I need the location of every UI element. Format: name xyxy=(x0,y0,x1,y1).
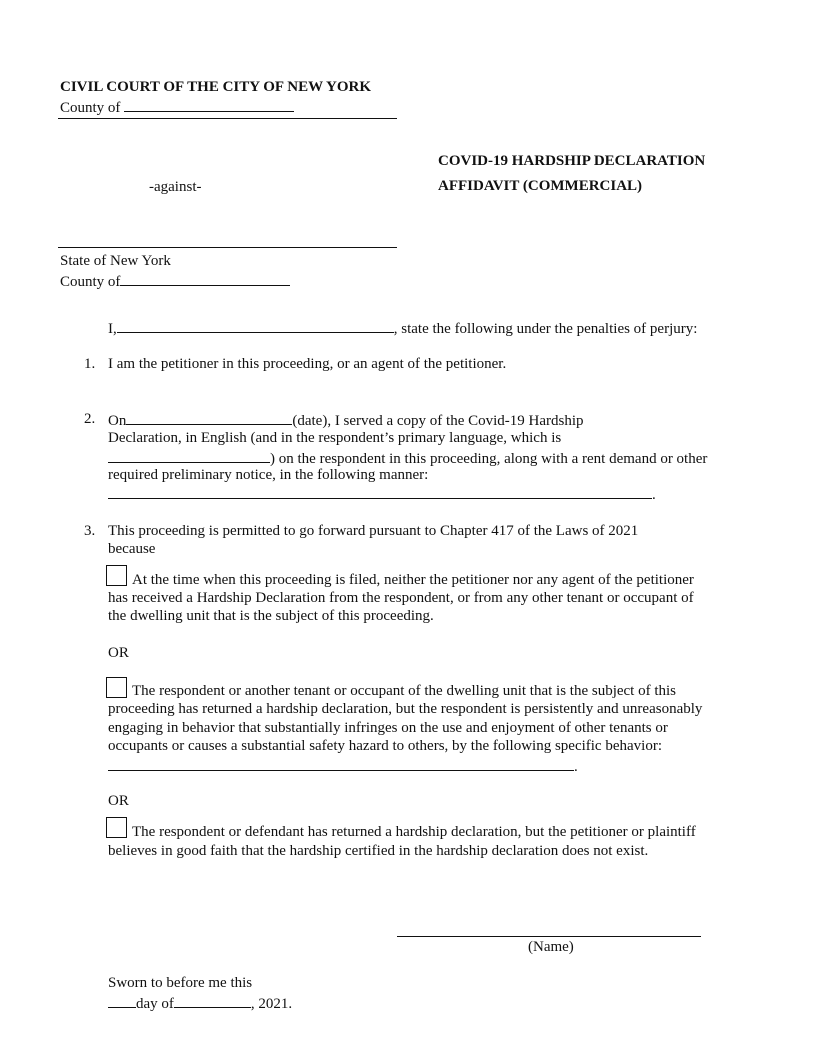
document-title-line1: COVID-19 HARDSHIP DECLARATION xyxy=(438,153,706,169)
item-2-line4: required preliminary notice, in the following manner: xyxy=(108,467,429,483)
venue-county-label: County of xyxy=(60,274,121,290)
affiant-name-blank[interactable] xyxy=(117,318,394,333)
option-a-line1: At the time when this proceeding is filed, neither the petitioner nor any agent of the petitioner xyxy=(132,572,694,588)
sworn-line2 xyxy=(108,993,292,1013)
intro-prefix: I, xyxy=(108,321,117,337)
caption-divider-top xyxy=(58,118,397,119)
behavior-end: . xyxy=(574,759,578,775)
court-county-label: County of xyxy=(60,100,121,116)
sworn-line1: Sworn to before me this xyxy=(108,975,253,991)
option-c-checkbox[interactable] xyxy=(106,817,127,838)
court-title: CIVIL COURT OF THE CITY OF NEW YORK xyxy=(60,79,372,95)
behavior-line xyxy=(108,756,578,776)
behavior-blank[interactable] xyxy=(108,756,574,771)
option-a-checkbox[interactable] xyxy=(106,565,127,586)
signature-name-label: (Name) xyxy=(528,939,574,955)
item-2-line2: Declaration, in English (and in the respondent’s primary language, which is xyxy=(108,430,562,446)
item-3-line1: This proceeding is permitted to go forward pursuant to Chapter 417 of the Laws of 2021 xyxy=(108,523,639,539)
option-a-line2: has received a Hardship Declaration from the respondent, or from any other tenant or occupant of xyxy=(108,590,694,606)
option-b-checkbox[interactable] xyxy=(106,677,127,698)
item-3-line2: because xyxy=(108,541,156,557)
item-2-line1 xyxy=(108,410,584,430)
against-label: -against- xyxy=(149,179,202,195)
option-b-line3: engaging in behavior that substantially infringes on the use and enjoyment of other tenants or xyxy=(108,720,668,736)
signature-line[interactable] xyxy=(397,936,701,937)
primary-language-blank[interactable] xyxy=(108,448,270,463)
item-2-line3 xyxy=(108,448,707,468)
venue-county xyxy=(60,271,290,291)
option-c-line2: believes in good faith that the hardship certified in the hardship declaration does not exist. xyxy=(108,843,649,859)
court-county xyxy=(60,97,294,117)
item-3-number: 3. xyxy=(84,523,96,539)
option-b-line2: proceeding has returned a hardship declaration, but the respondent is persistently and unreasonably xyxy=(108,701,703,717)
service-manner-end: . xyxy=(652,487,656,503)
intro-suffix: , state the following under the penalties of perjury: xyxy=(393,321,698,337)
option-a-line3: the dwelling unit that is the subject of this proceeding. xyxy=(108,608,434,624)
option-b-line4: occupants or causes a substantial safety hazard to others, by the following specific behavior: xyxy=(108,738,662,754)
sworn-day-blank[interactable] xyxy=(108,993,136,1008)
sworn-year: , 2021. xyxy=(250,996,293,1012)
or-separator-2: OR xyxy=(108,793,129,809)
item-2-date-suffix: (date), I served a copy of the Covid-19 Hardship xyxy=(292,413,584,429)
item-1-text: I am the petitioner in this proceeding, or an agent of the petitioner. xyxy=(108,356,507,372)
item-1-number: 1. xyxy=(84,356,96,372)
service-manner-blank[interactable] xyxy=(108,484,652,499)
venue-county-blank[interactable] xyxy=(120,271,290,286)
caption-divider-bottom xyxy=(58,247,397,248)
service-date-blank[interactable] xyxy=(126,410,292,425)
item-2-line3-suffix: ) on the respondent in this proceeding, along with a rent demand or other xyxy=(270,451,708,467)
or-separator-1: OR xyxy=(108,645,129,661)
service-manner-line xyxy=(108,484,656,504)
item-2-on: On xyxy=(108,413,127,429)
venue-state: State of New York xyxy=(60,253,171,269)
sworn-day-label: day of xyxy=(136,996,174,1012)
item-2-number: 2. xyxy=(84,411,96,427)
court-county-blank[interactable] xyxy=(124,97,294,112)
option-b-line1: The respondent or another tenant or occupant of the dwelling unit that is the subject of this xyxy=(132,683,677,699)
option-c-line1: The respondent or defendant has returned a hardship declaration, but the petitioner or plaintiff xyxy=(132,824,696,840)
sworn-month-blank[interactable] xyxy=(174,993,251,1008)
document-title-line2: AFFIDAVIT (COMMERCIAL) xyxy=(438,178,643,194)
intro-statement xyxy=(108,318,697,338)
